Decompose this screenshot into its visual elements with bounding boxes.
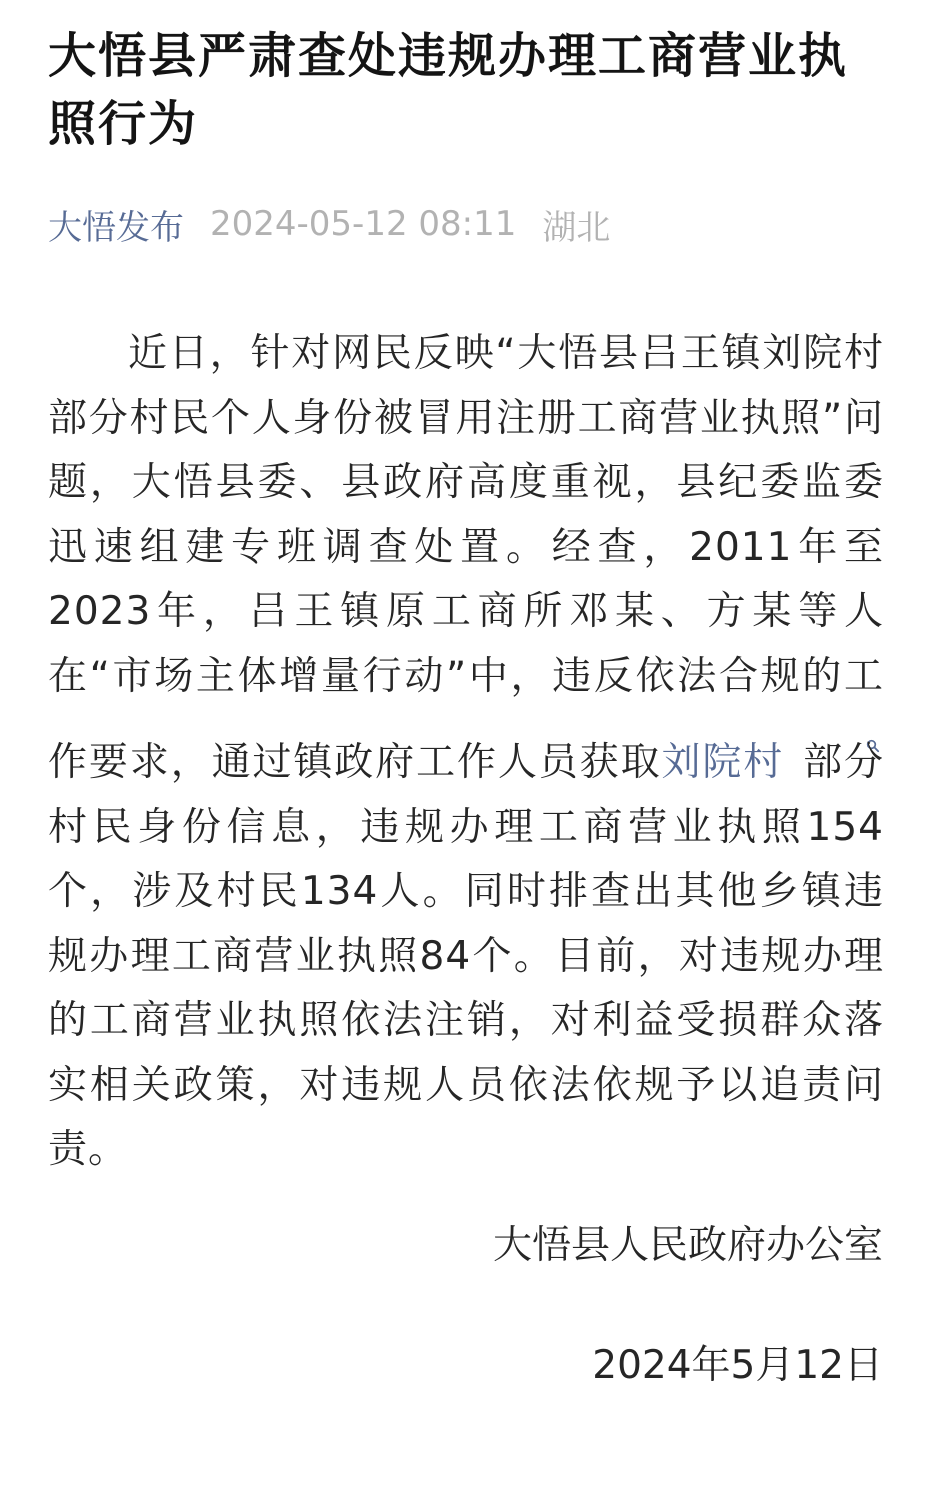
search-link-liuyuan-village[interactable] bbox=[661, 740, 802, 785]
search-link-label[interactable]: 刘院村 bbox=[661, 740, 785, 785]
account-name-link[interactable]: 大悟发布 bbox=[48, 207, 184, 248]
article-body bbox=[48, 322, 884, 1183]
article-meta bbox=[48, 200, 610, 248]
body-text-after-link: 部分村民身份信息，违规办理工商营业执照154个，涉及村民134人。同时排查出其他乡镇违规办理工商营业执照84个。目前，对违规办理的工商营业执照依法注销，对利益受损群众落实相关政策，对违规人员依法依规予以追责问责。 bbox=[48, 740, 884, 1172]
body-text-before-link: 近日，针对网民反映“大悟县吕王镇刘院村部分村民个人身份被冒用注册工商营业执照”问题，大悟县委、县政府高度重视，县纪委监委迅速组建专班调查处置。经查，2011年至2023年，吕王镇原工商所邓某、方某等人在“市场主体增量行动”中，违反依法合规的工作要求，通过镇政府工作人员获取 bbox=[48, 331, 884, 785]
publish-time: 2024-05-12 08:11 bbox=[210, 204, 517, 244]
issuer-signature: 大悟县人民政府办公室 bbox=[492, 1223, 883, 1268]
issue-date: 2024年5月12日 bbox=[592, 1343, 883, 1388]
search-icon[interactable] bbox=[786, 709, 800, 723]
article-title: 大悟县严肃查处违规办理工商营业执照行为 bbox=[48, 28, 849, 152]
publish-location: 湖北 bbox=[542, 207, 611, 248]
